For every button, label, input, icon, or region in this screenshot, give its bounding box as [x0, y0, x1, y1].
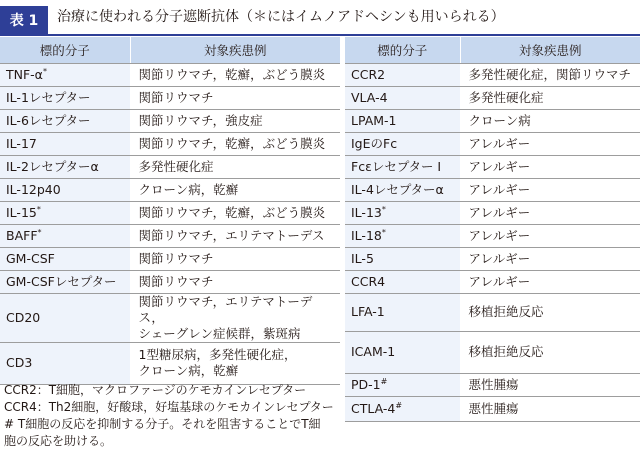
- table-row: [0, 270, 340, 293]
- molecule-name: IL-12p40: [6, 181, 61, 197]
- col-header-disease: 対象疾患例: [460, 37, 640, 63]
- target-molecule-cell: [0, 178, 130, 201]
- molecule-mark: #: [380, 376, 388, 386]
- table-row: [345, 63, 640, 86]
- disease-line: クローン病，乾癬: [138, 363, 239, 378]
- col-header-disease: 対象疾患例: [130, 37, 340, 63]
- molecule-name: BAFF: [6, 227, 38, 243]
- table-row: [0, 293, 340, 342]
- molecule-name: CTLA-4: [351, 400, 396, 416]
- col-header-molecule: 標的分子: [345, 37, 460, 63]
- disease-line: シェーグレン症候群，紫斑病: [138, 325, 301, 341]
- molecule-mark: #: [395, 400, 403, 410]
- target-disease-cell: 移植拒絶反応: [460, 293, 640, 331]
- target-disease-cell: アレルギー: [460, 270, 640, 293]
- target-disease-cell: [130, 155, 340, 178]
- molecule-name: IL-17: [6, 135, 37, 151]
- molecule-name: VLA-4: [351, 89, 388, 105]
- table-row: [345, 132, 640, 155]
- target-molecule-cell: [345, 293, 460, 331]
- table-row: [0, 224, 340, 247]
- disease-line: 関節リウマチ，エリテマトーデス: [138, 227, 325, 243]
- target-molecule-cell: [0, 201, 130, 224]
- target-disease-cell: アレルギー: [460, 155, 640, 178]
- molecule-name: CD20: [6, 309, 41, 325]
- table-row: [345, 293, 640, 331]
- table-row: [345, 247, 640, 270]
- table-row: [345, 178, 640, 201]
- target-disease-cell: アレルギー: [460, 132, 640, 155]
- table-row: [0, 201, 340, 224]
- molecule-name: LPAM-1: [351, 112, 397, 128]
- disease-line: 関節リウマチ: [138, 250, 214, 266]
- target-molecule-cell: [0, 224, 130, 247]
- molecule-mark: *: [381, 204, 386, 214]
- target-molecule-cell: [345, 331, 460, 373]
- target-disease-cell: [130, 178, 340, 201]
- left-header-row: [0, 37, 340, 63]
- target-disease-cell: アレルギー: [460, 224, 640, 247]
- target-molecule-cell: [345, 224, 460, 247]
- target-disease-cell: クローン病: [460, 109, 640, 132]
- molecule-name: GM-CSF: [6, 250, 55, 266]
- target-disease-cell: [130, 63, 340, 86]
- footnote: CCR2：T細胞，マクロファージのケモカインレセプター: [4, 383, 307, 397]
- target-molecule-cell: [345, 178, 460, 201]
- table-row: [0, 63, 340, 86]
- table-row: [0, 109, 340, 132]
- molecule-name: IL-18: [351, 227, 382, 243]
- target-disease-cell: [130, 342, 340, 384]
- table-row: [345, 373, 640, 396]
- table-row: [345, 331, 640, 373]
- disease-line: クローン病，乾癬: [138, 181, 239, 197]
- target-disease-cell: 悪性腫瘍: [460, 373, 640, 396]
- footnote: CCR4：Th2細胞，好酸球，好塩基球のケモカインレセプター: [4, 400, 334, 414]
- footnotes: [4, 382, 344, 450]
- target-disease-cell: [130, 201, 340, 224]
- target-disease-cell: アレルギー: [460, 201, 640, 224]
- target-molecule-cell: [345, 270, 460, 293]
- molecule-name: Fcεレセプター I: [351, 158, 442, 174]
- col-header-molecule: 標的分子: [0, 37, 130, 63]
- target-disease-cell: 多発性硬化症: [460, 86, 640, 109]
- target-molecule-cell: [345, 247, 460, 270]
- molecule-mark: *: [36, 204, 41, 214]
- table-caption: [0, 0, 640, 36]
- table-row: [0, 342, 340, 384]
- disease-line: 関節リウマチ，強皮症: [138, 112, 263, 128]
- molecule-name: IL-1レセプター: [6, 89, 91, 105]
- molecule-name: IL-6レセプター: [6, 112, 91, 128]
- molecule-name: GM-CSFレセプター: [6, 273, 117, 289]
- target-molecule-cell: [0, 342, 130, 384]
- disease-line: 1型糖尿病，多発性硬化症，: [138, 347, 297, 362]
- molecule-name: TNF-α: [6, 66, 43, 82]
- caption-rule: [0, 34, 640, 36]
- table-row: [0, 247, 340, 270]
- target-molecule-cell: [0, 270, 130, 293]
- target-disease-cell: 悪性腫瘍: [460, 396, 640, 421]
- target-disease-cell: アレルギー: [460, 178, 640, 201]
- molecule-name: IgEのFc: [351, 135, 398, 151]
- table-number-badge: 表 1: [0, 6, 48, 34]
- target-molecule-cell: [0, 247, 130, 270]
- molecule-name: CD3: [6, 355, 33, 370]
- target-molecule-cell: [345, 132, 460, 155]
- right-table: [345, 37, 640, 422]
- table-row: [345, 201, 640, 224]
- target-disease-cell: [130, 293, 340, 342]
- table-row: [345, 270, 640, 293]
- target-disease-cell: [130, 247, 340, 270]
- disease-line: 関節リウマチ: [138, 273, 214, 289]
- molecule-name: CCR2: [351, 66, 386, 82]
- disease-line: 多発性硬化症: [138, 158, 214, 174]
- target-disease-cell: アレルギー: [460, 247, 640, 270]
- target-molecule-cell: [345, 396, 460, 421]
- right-header-row: [345, 37, 640, 63]
- target-molecule-cell: [345, 155, 460, 178]
- target-disease-cell: [130, 86, 340, 109]
- footnote: # T細胞の反応を抑制する分子。それを阻害することでT細: [4, 417, 321, 431]
- disease-line: 関節リウマチ，乾癬，ぶどう膜炎: [138, 204, 326, 220]
- table-row: [0, 86, 340, 109]
- table-row: [345, 224, 640, 247]
- target-molecule-cell: [0, 132, 130, 155]
- footnote: 胞の反応を助ける。: [4, 434, 113, 448]
- molecule-name: IL-13: [351, 204, 382, 220]
- molecule-name: LFA-1: [351, 304, 385, 319]
- table-row: [0, 155, 340, 178]
- molecule-name: IL-2レセプターα: [6, 158, 99, 174]
- target-molecule-cell: [0, 109, 130, 132]
- molecule-name: IL-15: [6, 204, 37, 220]
- molecule-name: IL-5: [351, 250, 374, 266]
- molecule-name: CCR4: [351, 273, 386, 289]
- target-molecule-cell: [345, 63, 460, 86]
- target-molecule-cell: [345, 86, 460, 109]
- disease-line: 関節リウマチ，乾癬，ぶどう膜炎: [138, 135, 326, 151]
- molecule-mark: *: [381, 227, 386, 237]
- disease-line: 関節リウマチ，乾癬，ぶどう膜炎: [138, 66, 326, 82]
- target-molecule-cell: [0, 155, 130, 178]
- molecule-mark: *: [37, 227, 42, 237]
- target-molecule-cell: [345, 109, 460, 132]
- table-row: [345, 155, 640, 178]
- table-row: [345, 109, 640, 132]
- disease-line: 関節リウマチ: [138, 89, 214, 105]
- molecule-name: IL-4レセプターα: [351, 181, 444, 197]
- table-row: [345, 396, 640, 421]
- target-molecule-cell: [0, 86, 130, 109]
- target-molecule-cell: [0, 63, 130, 86]
- target-disease-cell: [130, 132, 340, 155]
- molecule-name: PD-1: [351, 376, 381, 392]
- target-disease-cell: [130, 224, 340, 247]
- target-molecule-cell: [0, 293, 130, 342]
- target-molecule-cell: [345, 201, 460, 224]
- table-row: [0, 132, 340, 155]
- target-disease-cell: 移植拒絶反応: [460, 331, 640, 373]
- table-title: 治療に使われる分子遮断抗体（＊にはイムノアドヘシンも用いられる）: [57, 9, 505, 25]
- target-disease-cell: 多発性硬化症，関節リウマチ: [460, 63, 640, 86]
- left-table: [0, 37, 340, 385]
- disease-line: 関節リウマチ，エリテマトーデス，: [138, 293, 313, 325]
- table-row: [345, 86, 640, 109]
- target-disease-cell: [130, 270, 340, 293]
- molecule-mark: *: [42, 66, 47, 76]
- target-disease-cell: [130, 109, 340, 132]
- target-molecule-cell: [345, 373, 460, 396]
- table-row: [0, 178, 340, 201]
- molecule-name: ICAM-1: [351, 344, 396, 359]
